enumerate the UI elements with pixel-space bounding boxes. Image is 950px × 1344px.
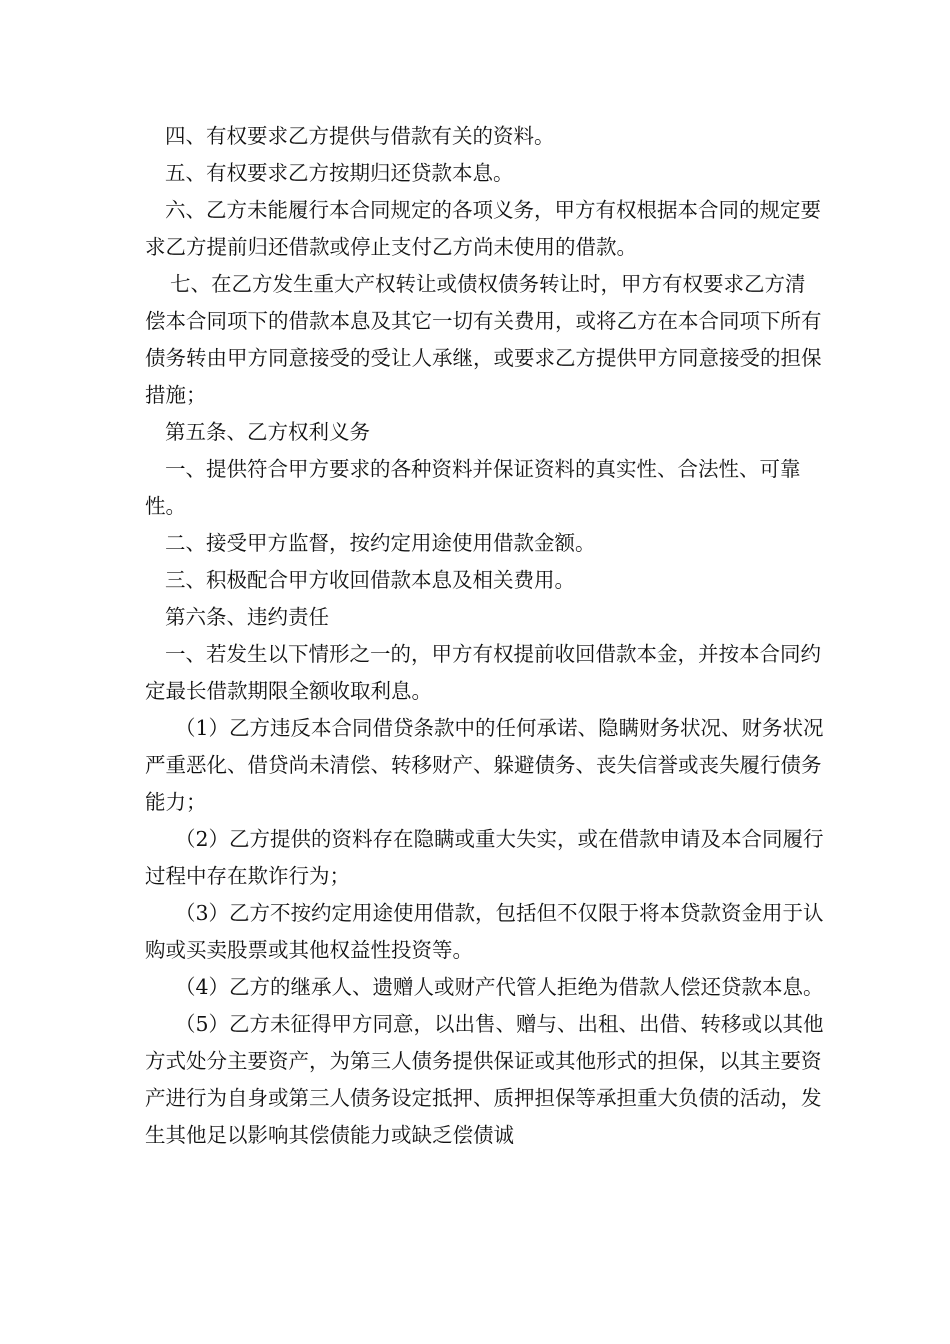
paragraph-breach-item-5: （5）乙方未征得甲方同意，以出售、赠与、出租、出借、转移或以其他方式处分主要资产，为第三人债务提供保证或其他形式的担保，以其主要资产进行为自身或第三人债务设定抵押、质押担保等承担重大负债的活动，发生其他足以影响其偿债能力或缺乏偿债诚 <box>145 1012 824 1147</box>
article-6-heading: 第六条、违约责任 <box>165 605 329 629</box>
paragraph-breach-item-4: （4）乙方的继承人、遗赠人或财产代管人拒绝为借款人偿还贷款本息。 <box>175 975 824 999</box>
paragraph-right-4: 四、有权要求乙方提供与借款有关的资料。 <box>165 124 555 148</box>
paragraph-obligation-2: 二、接受甲方监督，按约定用途使用借款金额。 <box>165 531 596 555</box>
document-body <box>145 118 825 1154</box>
paragraph-right-6: 六、乙方未能履行本合同规定的各项义务，甲方有权根据本合同的规定要求乙方提前归还借款或停止支付乙方尚未使用的借款。 <box>145 198 821 259</box>
paragraph-breach-1: 一、若发生以下情形之一的，甲方有权提前收回借款本金，并按本合同约定最长借款期限全额收取利息。 <box>145 642 821 703</box>
paragraph-obligation-3: 三、积极配合甲方收回借款本息及相关费用。 <box>165 568 575 592</box>
article-5-heading: 第五条、乙方权利义务 <box>165 420 370 444</box>
paragraph-breach-item-3: （3）乙方不按约定用途使用借款，包括但不仅限于将本贷款资金用于认购或买卖股票或其他权益性投资等。 <box>145 901 824 962</box>
paragraph-right-7: 七、在乙方发生重大产权转让或债权债务转让时，甲方有权要求乙方清偿本合同项下的借款本息及其它一切有关费用，或将乙方在本合同项下所有债务转由甲方同意接受的受让人承继，或要求乙方提供甲方同意接受的担保措施； <box>145 272 822 407</box>
paragraph-obligation-1: 一、提供符合甲方要求的各种资料并保证资料的真实性、合法性、可靠性。 <box>145 457 801 518</box>
paragraph-breach-item-1: （1）乙方违反本合同借贷条款中的任何承诺、隐瞒财务状况、财务状况严重恶化、借贷尚未清偿、转移财产、躲避债务、丧失信誉或丧失履行债务能力； <box>145 716 824 814</box>
paragraph-breach-item-2: （2）乙方提供的资料存在隐瞒或重大失实，或在借款申请及本合同履行过程中存在欺诈行为； <box>145 827 824 888</box>
paragraph-right-5: 五、有权要求乙方按期归还贷款本息。 <box>165 161 514 185</box>
